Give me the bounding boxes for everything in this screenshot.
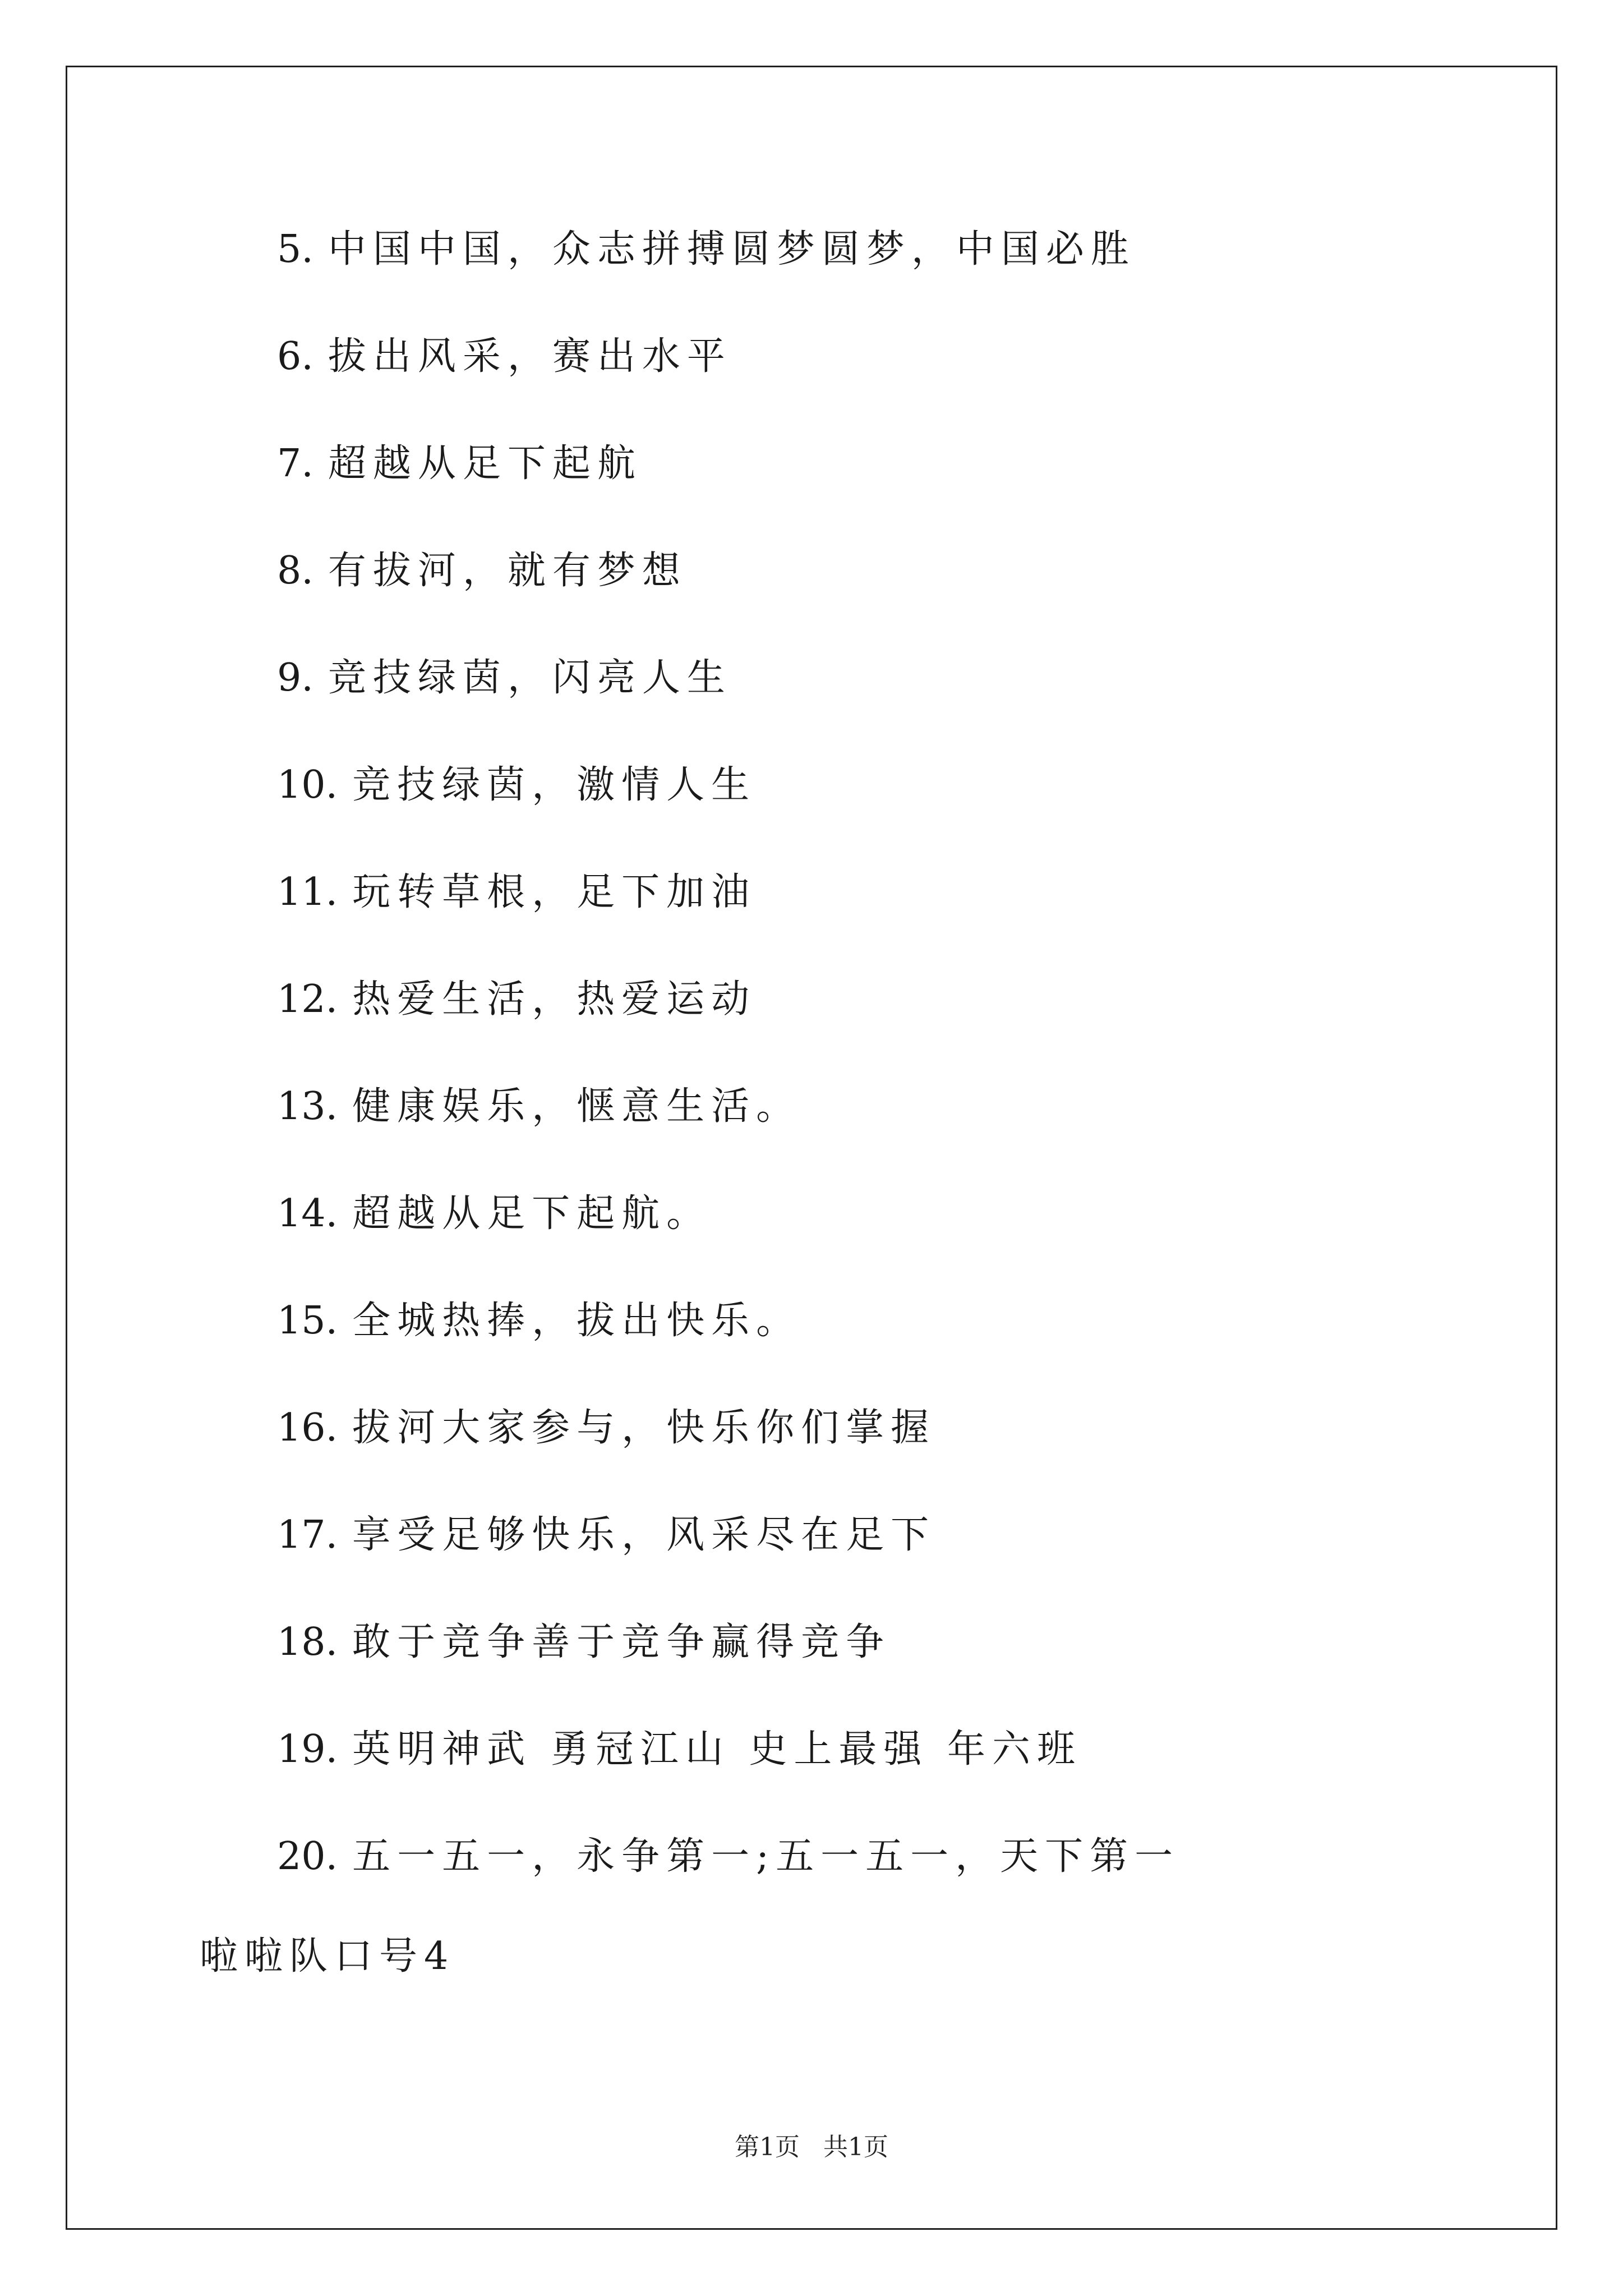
item-text: 英明神武 勇冠江山 史上最强 年六班	[352, 1727, 1082, 1772]
item-text: 热爱生活，热爱运动	[352, 977, 757, 1022]
list-item	[277, 549, 687, 593]
section-heading: 啦啦队口号4	[200, 1934, 455, 1978]
item-number: 19.	[277, 1727, 338, 1772]
item-text: 竞技绿茵，闪亮人生	[328, 656, 732, 700]
item-number: 18.	[277, 1620, 338, 1664]
list-item	[277, 763, 756, 808]
item-number: 5.	[277, 227, 313, 272]
item-number: 9.	[277, 656, 313, 700]
item-text: 享受足够快乐，风采尽在足下	[352, 1513, 936, 1557]
list-item	[277, 334, 732, 379]
item-text: 健康娱乐，惬意生活。	[352, 1084, 801, 1129]
list-item	[277, 1191, 711, 1236]
list-item	[277, 1513, 935, 1558]
item-text: 五一五一，永争第一;五一五一，天下第一	[352, 1834, 1180, 1879]
item-number: 6.	[277, 334, 313, 379]
page-footer: 第1页 共1页	[735, 2133, 888, 2161]
item-text: 超越从足下起航	[328, 441, 642, 486]
item-number: 8.	[277, 549, 313, 593]
page-border	[66, 66, 1557, 2230]
item-number: 20.	[277, 1834, 338, 1879]
item-number: 15.	[277, 1299, 338, 1343]
item-text: 竞技绿茵，激情人生	[352, 763, 757, 807]
list-item	[277, 656, 732, 701]
item-number: 11.	[277, 870, 338, 914]
item-text: 敢于竞争善于竞争赢得竞争	[352, 1620, 891, 1664]
list-item	[277, 870, 756, 915]
list-item	[277, 441, 642, 486]
item-number: 10.	[277, 763, 338, 807]
item-number: 7.	[277, 441, 313, 486]
item-text: 拔出风采，赛出水平	[328, 334, 732, 379]
list-item	[277, 1620, 891, 1665]
item-text: 拔河大家参与，快乐你们掌握	[352, 1406, 936, 1450]
item-number: 12.	[277, 977, 338, 1022]
item-number: 13.	[277, 1084, 338, 1129]
item-text: 有拔河，就有梦想	[328, 549, 687, 593]
item-text: 全城热捧，拔出快乐。	[352, 1299, 801, 1343]
list-item	[277, 1299, 801, 1343]
list-item	[277, 977, 756, 1022]
list-item	[277, 1084, 801, 1129]
list-item	[277, 1834, 1179, 1879]
list-item	[277, 1727, 1082, 1772]
item-number: 14.	[277, 1191, 338, 1236]
item-number: 16.	[277, 1406, 338, 1450]
item-text: 中国中国，众志拼搏圆梦圆梦，中国必胜	[328, 227, 1136, 272]
list-item	[277, 227, 1136, 272]
item-number: 17.	[277, 1513, 338, 1557]
item-text: 玩转草根，足下加油	[352, 870, 757, 914]
item-text: 超越从足下起航。	[352, 1191, 712, 1236]
list-item	[277, 1406, 935, 1451]
